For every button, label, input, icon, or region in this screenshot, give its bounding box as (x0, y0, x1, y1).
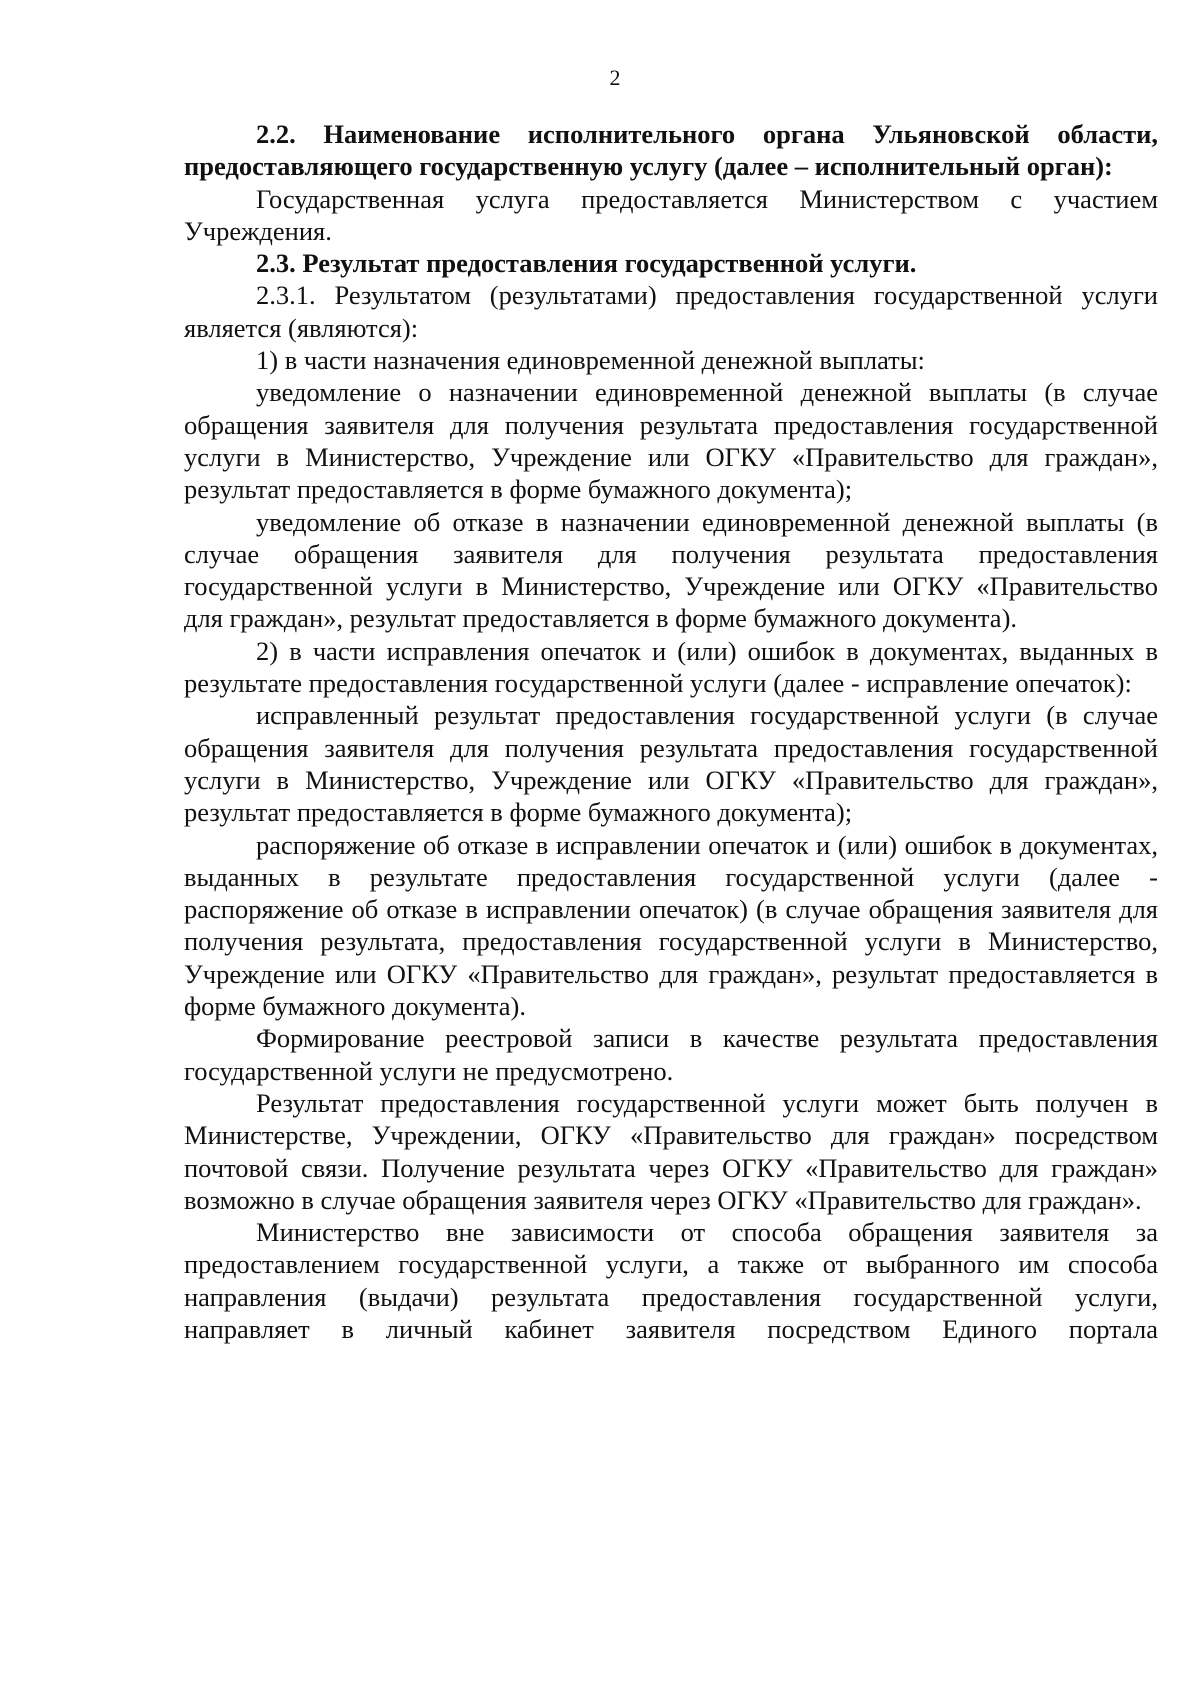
paragraph: Формирование реестровой записи в качестве результата предоставления государственной услуги не предусмотрено. (184, 1023, 1158, 1086)
section-heading-2-2: 2.2. Наименование исполнительного органа Ульяновской области, предоставляющего государственную услугу (далее – исполнительный орган): (184, 119, 1158, 182)
paragraph: 1) в части назначения единовременной денежной выплаты: (256, 345, 925, 376)
paragraph: Результат предоставления государственной услуги может быть получен в Министерстве, Учреждении, ОГКУ «Правительство для граждан» посредством почтовой связи. Получение результата через ОГКУ «Правительство для граждан» возможно в случае обращения заявителя через ОГКУ «Правительство для граждан». (184, 1087, 1158, 1215)
paragraph: Министерство вне зависимости от способа обращения заявителя за предоставлением государственной услуги, а также от выбранного им способа направления (выдачи) результата предоставления государственной услуги, направляет в личный кабинет заявителя посредством Единого портала (184, 1217, 1158, 1344)
paragraph: исправленный результат предоставления государственной услуги (в случае обращения заявителя для получения результата предоставления государственной услуги в Министерство, Учреждение или ОГКУ «Правительство для граждан», результат предоставляется в форме бумажного документа); (184, 700, 1158, 828)
paragraph: уведомление о назначении единовременной денежной выплаты (в случае обращения заявителя для получения результата предоставления государственной услуги в Министерство, Учреждение или ОГКУ «Правительство для граждан», результат предоставляется в форме бумажного документа); (184, 377, 1158, 505)
paragraph: распоряжение об отказе в исправлении опечаток и (или) ошибок в документах, выданных в результате предоставления государственной услуги (далее - распоряжение об отказе в исправлении опечаток) (в случае обращения заявителя для получения результата, предоставления государственной услуги в Министерство, Учреждение или ОГКУ «Правительство для граждан», результат предоставляется в форме бумажного документа). (184, 829, 1158, 1022)
paragraph: уведомление об отказе в назначении единовременной денежной выплаты (в случае обращения заявителя для получения результата предоставления государственной услуги в Министерство, Учреждение или ОГКУ «Правительство для граждан», результат предоставляется в форме бумажного документа). (184, 506, 1158, 634)
page-number: 2 (609, 65, 621, 90)
paragraph: Государственная услуга предоставляется Министерством с участием Учреждения. (184, 183, 1158, 246)
paragraph: 2.3.1. Результатом (результатами) предоставления государственной услуги является (являются): (184, 280, 1158, 343)
paragraph: 2) в части исправления опечаток и (или) ошибок в документах, выданных в результате предоставления государственной услуги (далее - исправление опечаток): (184, 635, 1158, 699)
section-heading-2-3: 2.3. Результат предоставления государственной услуги. (256, 248, 917, 279)
document-body (184, 118, 1158, 1345)
